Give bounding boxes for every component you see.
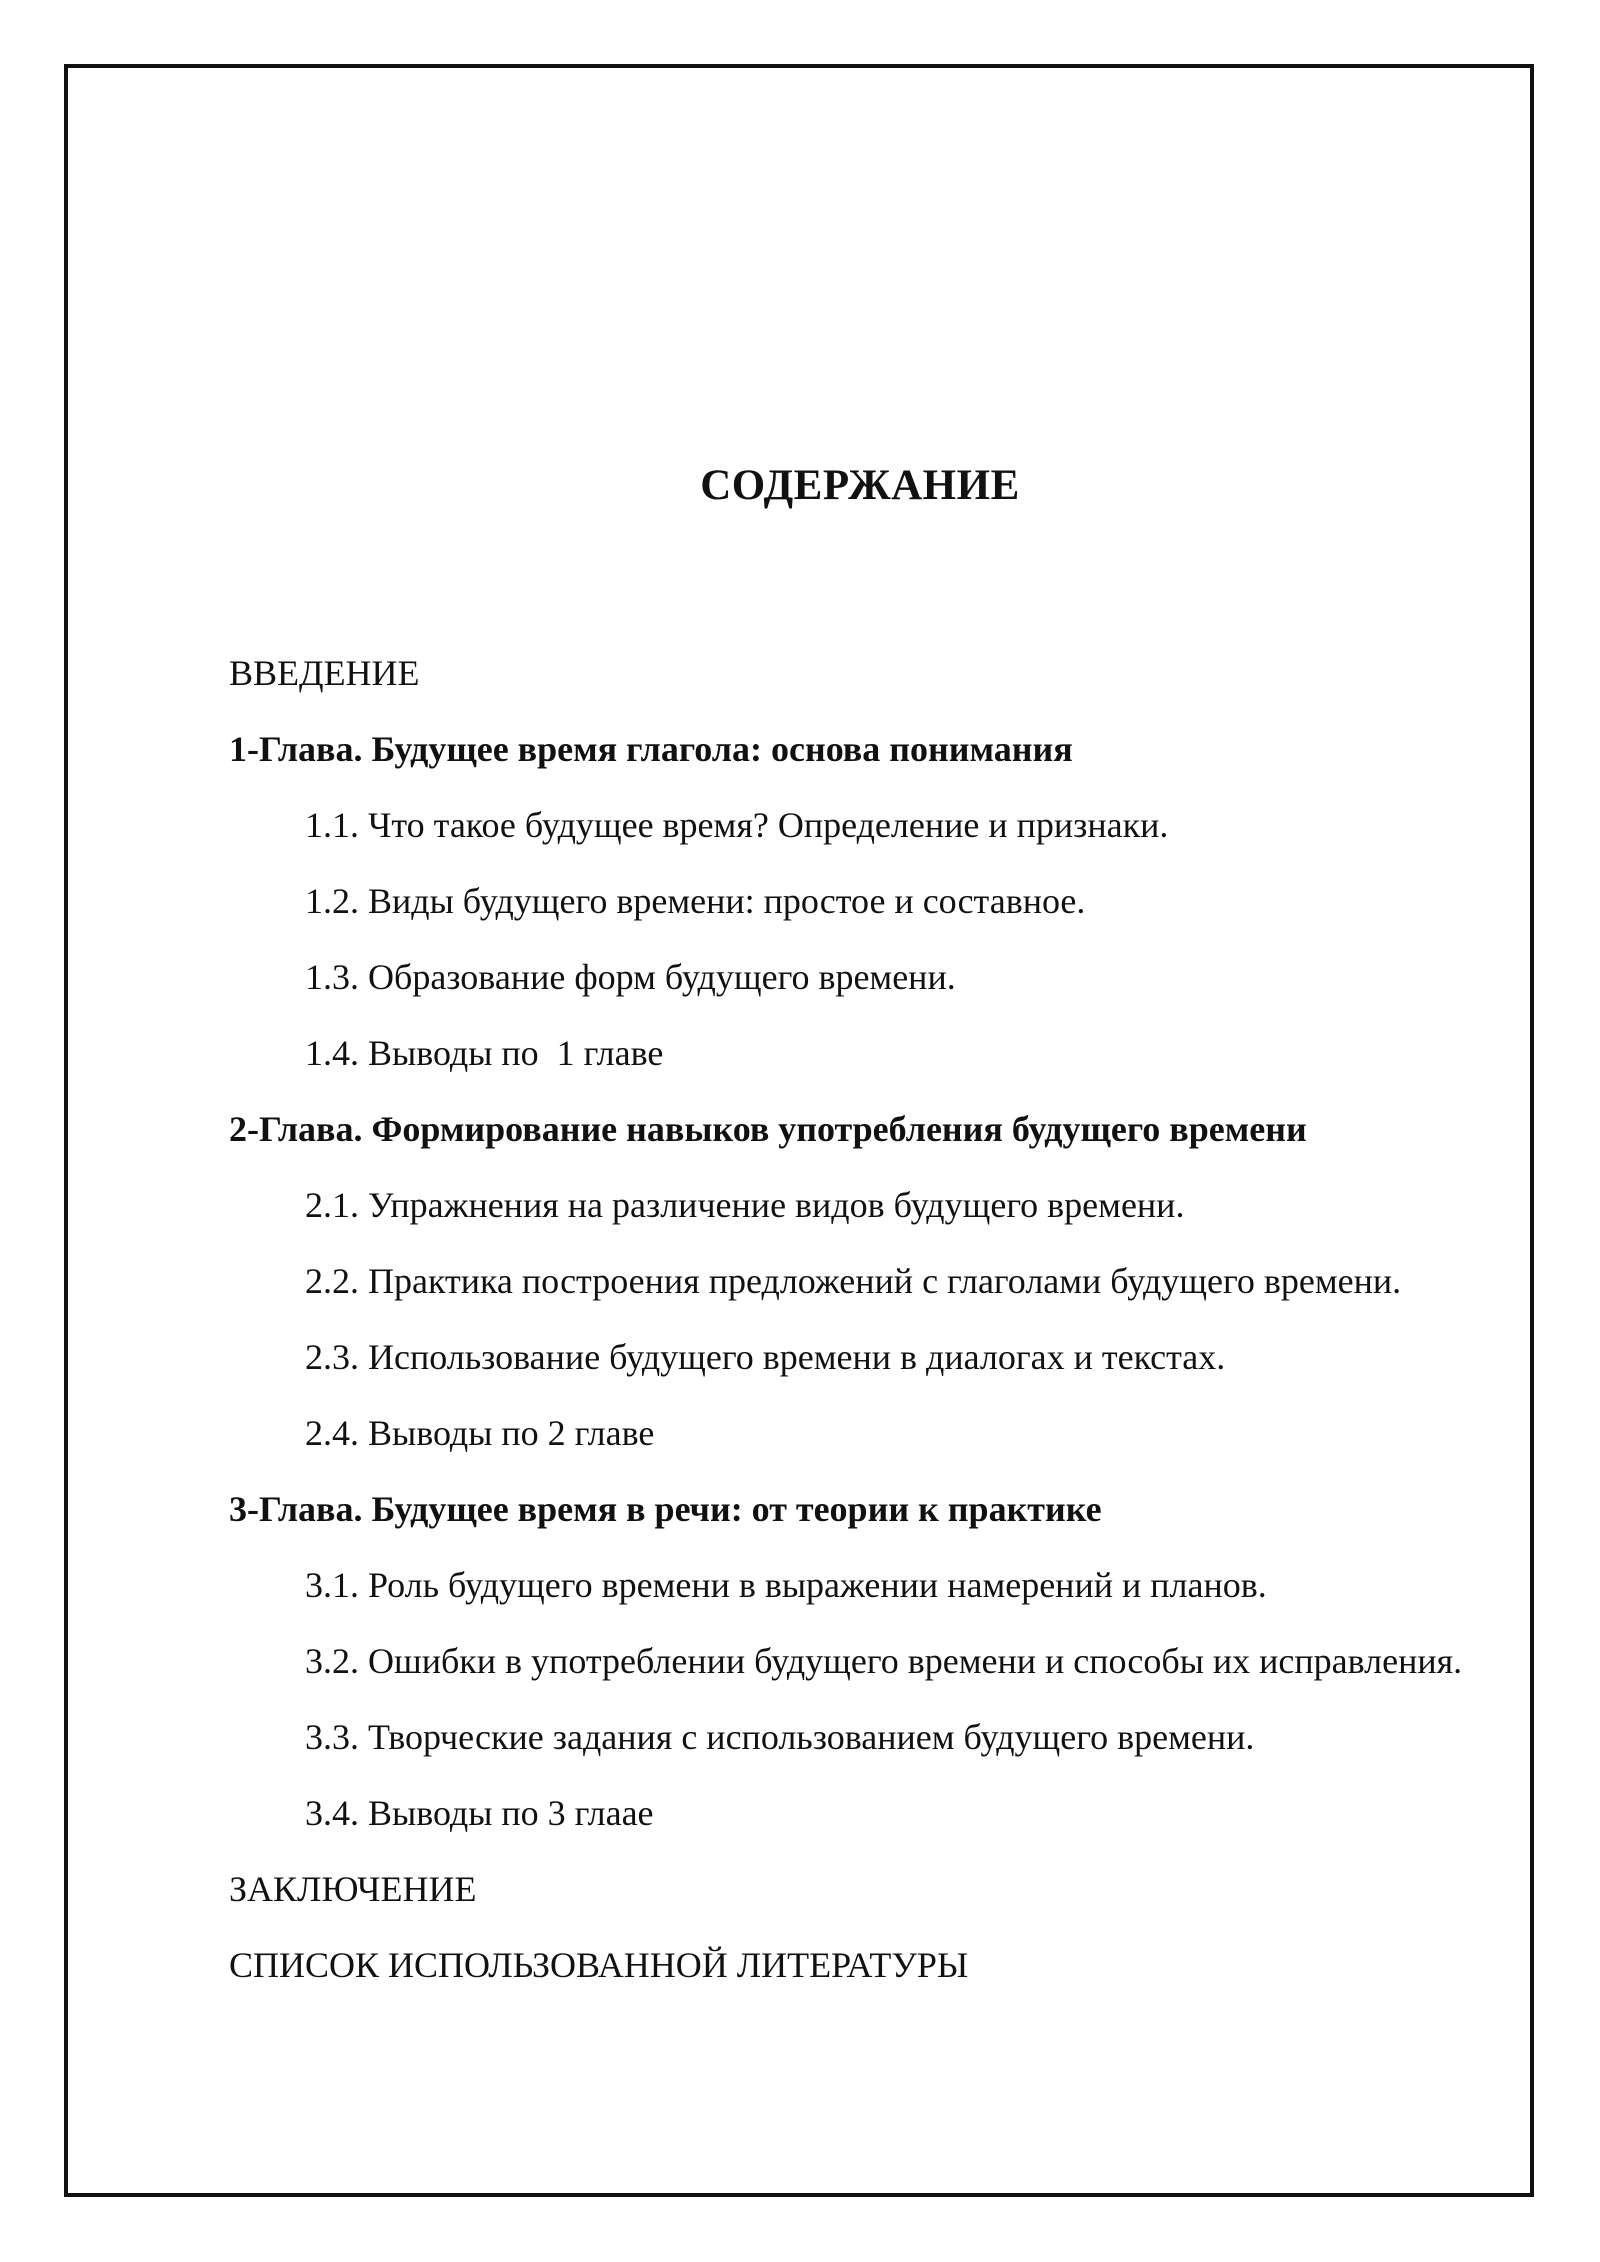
table-of-contents: [229, 640, 1489, 2008]
toc-section-2-3: 2.3. Использование будущего времени в диалогах и текстах.: [305, 1337, 1226, 1377]
toc-entry-introduction: ВВЕДЕНИЕ: [229, 653, 420, 693]
toc-section-2-2: 2.2. Практика построения предложений с глаголами будущего времени.: [305, 1261, 1402, 1301]
toc-section-2-1: 2.1. Упражнения на различение видов будущего времени.: [305, 1185, 1185, 1225]
toc-section-3-2: 3.2. Ошибки в употреблении будущего времени и способы их исправления.: [305, 1641, 1463, 1681]
toc-section-3-3: 3.3. Творческие задания с использованием будущего времени.: [305, 1717, 1255, 1757]
toc-chapter-1: 1-Глава. Будущее время глагола: основа понимания: [229, 729, 1073, 769]
toc-entry-bibliography: СПИСОК ИСПОЛЬЗОВАННОЙ ЛИТЕРАТУРЫ: [229, 1945, 969, 1985]
toc-section-3-4: 3.4. Выводы по 3 глаае: [305, 1793, 654, 1833]
toc-section-3-1: 3.1. Роль будущего времени в выражении намерений и планов.: [305, 1565, 1267, 1605]
toc-section-1-4: 1.4. Выводы по 1 главе: [305, 1033, 664, 1073]
toc-section-1-3: 1.3. Образование форм будущего времени.: [305, 957, 956, 997]
toc-chapter-3: 3-Глава. Будущее время в речи: от теории к практике: [229, 1489, 1102, 1529]
toc-title: СОДЕРЖАНИЕ: [700, 462, 1020, 509]
toc-section-2-4: 2.4. Выводы по 2 главе: [305, 1413, 655, 1453]
toc-chapter-2: 2-Глава. Формирование навыков употребления будущего времени: [229, 1109, 1307, 1149]
toc-section-1-1: 1.1. Что такое будущее время? Определение и признаки.: [305, 805, 1169, 845]
toc-entry-conclusion: ЗАКЛЮЧЕНИЕ: [229, 1869, 477, 1909]
toc-section-1-2: 1.2. Виды будущего времени: простое и составное.: [305, 881, 1086, 921]
